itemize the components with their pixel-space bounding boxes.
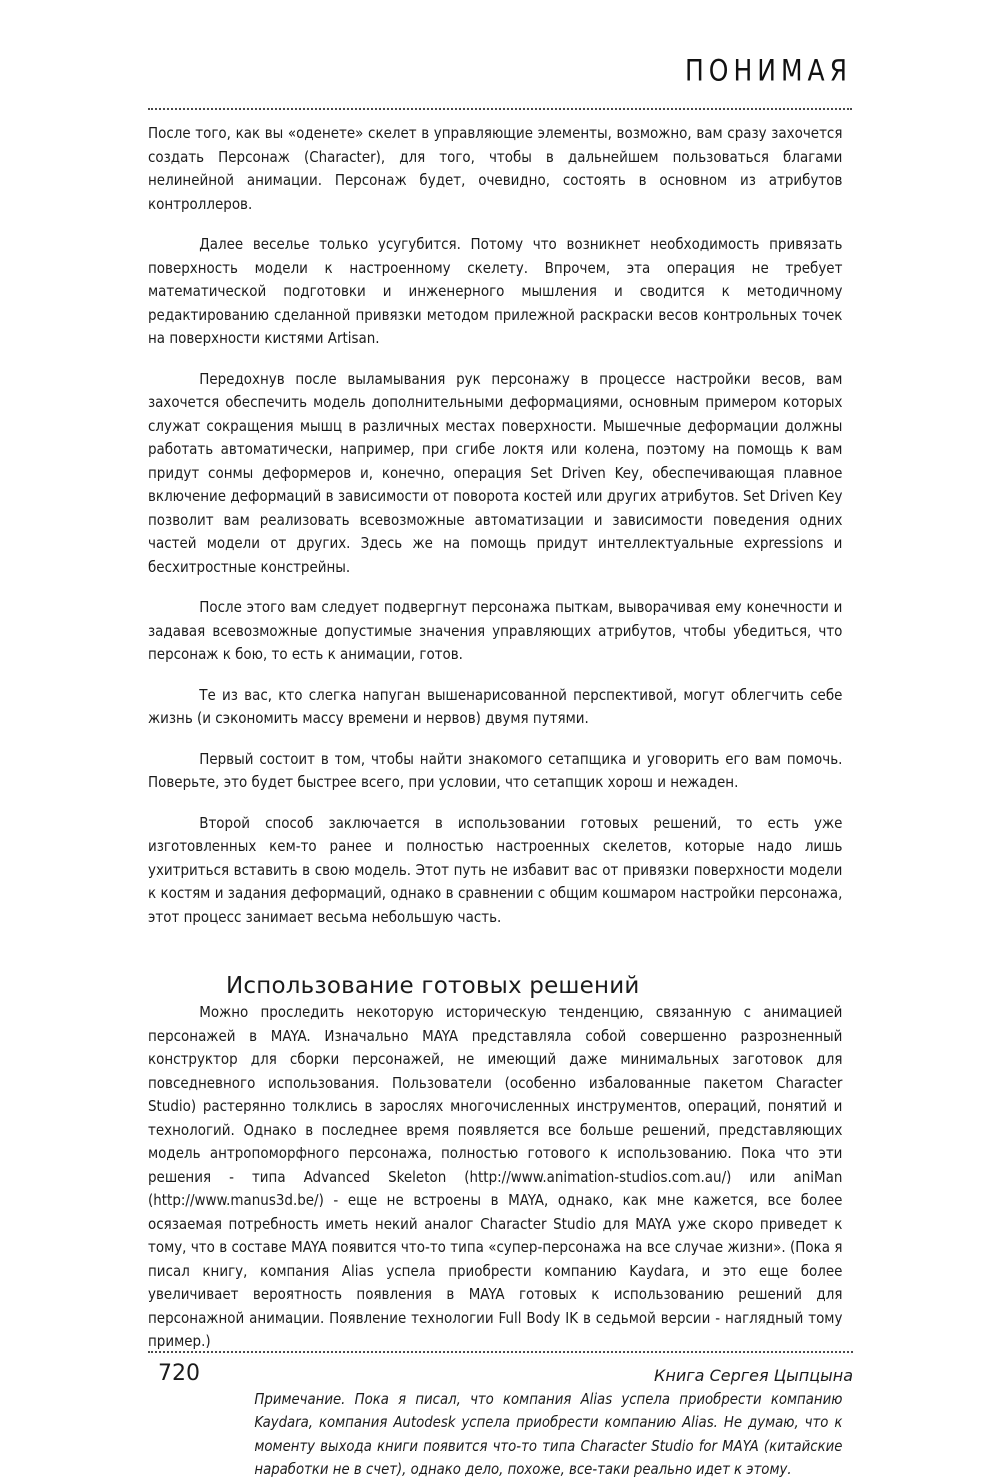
section-heading: Использование готовых решений <box>226 973 640 999</box>
note-block: Примечание. Пока я писал, что компания Alias успела приобрести компанию Kaydara, компания Autodesk успела приобрести компанию Alias. Не думаю, что к моменту выхода книги появится что-то типа Character Studio for MAYA (китайские наработки не в счет), однако дело, похоже, все-таки реально идет к этому. <box>254 1389 843 1478</box>
page-footer <box>148 1351 853 1397</box>
paragraph-6: Первый состоит в том, чтобы найти знакомого сетапщика и уговорить его вам помочь. Поверьте, это будет быстрее всего, при условии, что сетапщик хорош и нежаден. <box>148 749 843 791</box>
page-content <box>148 122 853 1482</box>
header-divider <box>148 108 852 110</box>
paragraph-3: Передохнув после выламывания рук персонажу в процессе настройки весов, вам захочется обеспечить модель дополнительными деформациями, основным примером которых служат сокращения мышц в различных местах поверхности. Мышечные деформации должны работать автоматически, например, при сгибе локтя или колена, поэтому на помощь к вам придут сонмы деформеров и, конечно, операция Set Driven Key, обеспечивающая плавное включение деформаций в зависимости от поворота костей или других атрибутов. Set Driven Key позволит вам реализовать всевозможные автоматизации и зависимости поведения одних частей модели от других. Здесь же на помощь придут интеллектуальные expressions и бесхитростные констрейны. <box>148 369 843 576</box>
paragraph-2: Далее веселье только усугубится. Потому что возникнет необходимость привязать поверхность модели к настроенному скелету. Впрочем, эта операция не требует математической подготовки и инженерного мышления и сводится к методичному редактированию сделанной привязки методом прилежной раскраски весов контрольных точек на поверхности кистями Artisan. <box>148 235 843 347</box>
section-paragraph-1: Можно проследить некоторую историческую тенденцию, связанную с анимацией персонажей в MAYA. Изначально MAYA представляла собой совершенно разрозненный конструктор для сборки персонажей, не имеющий даже минимальных заготовок для повседневного использования. Пользователи (особенно избалованные пакетом Character Studio) растерянно толклись в зарослях многочисленных инструментов, операций, понятий и технологий. Однако в последнее время появляется все больше решений, представляющих модель антропоморфного персонажа, полностью готового к использованию. Пока что эти решения - типа Advanced Skeleton (http://www.animation-studios.com.au/) или aniMan (http://www.manus3d.be/) - еще не встроены в MAYA, однако, как мне кажется, все более осязаемая потребность иметь некий аналог Character Studio для MAYA уже скоро приведет к тому, что в составе MAYA появится что-то типа «супер-персонажа на все случае жизни». (Пока я писал книгу, компания Alias успела приобрести компанию Kaydara, и это еще более увеличивает вероятность появления в MAYA готовых к использованию решений для персонажной анимации. Появление технологии Full Body IK в седьмой версии - наглядный тому пример.) <box>148 1003 843 1350</box>
paragraph-7: Второй способ заключается в использовании готовых решений, то есть уже изготовленных кем-то ранее и полностью настроенных скелетов, которые надо лишь ухитриться вставить в свою модель. Этот путь не избавит вас от привязки поверхности модели к костям и задания деформаций, однако в сравнении с общим кошмаром настройки персонажа, этот процесс занимает весьма небольшую часть. <box>148 813 843 926</box>
footer-divider <box>148 1351 853 1353</box>
page-number: 720 <box>158 1361 200 1386</box>
paragraph-4: После этого вам следует подвергнут персонажа пыткам, выворачивая ему конечности и задавая всевозможные допустимые значения управляющих атрибутов, чтобы убедиться, что персонаж к бою, то есть к анимации, готов. <box>148 598 843 663</box>
paragraph-1: После того, как вы «оденете» скелет в управляющие элементы, возможно, вам сразу захочется создать Персонаж (Character), для того, чтобы в дальнейшем пользоваться благами нелинейной анимации. Персонаж будет, очевидно, состоять в основном из атрибутов контроллеров. <box>148 124 843 213</box>
page-header-title: ПОНИМАЯ <box>684 53 852 88</box>
page-header <box>148 52 852 114</box>
paragraph-5: Те из вас, кто слегка напуган вышенарисованной перспективой, могут облегчить себе жизнь (и сэкономить массу времени и нервов) двумя путями. <box>148 685 843 727</box>
book-credit: Книга Сергея Цыпцына <box>654 1366 853 1385</box>
